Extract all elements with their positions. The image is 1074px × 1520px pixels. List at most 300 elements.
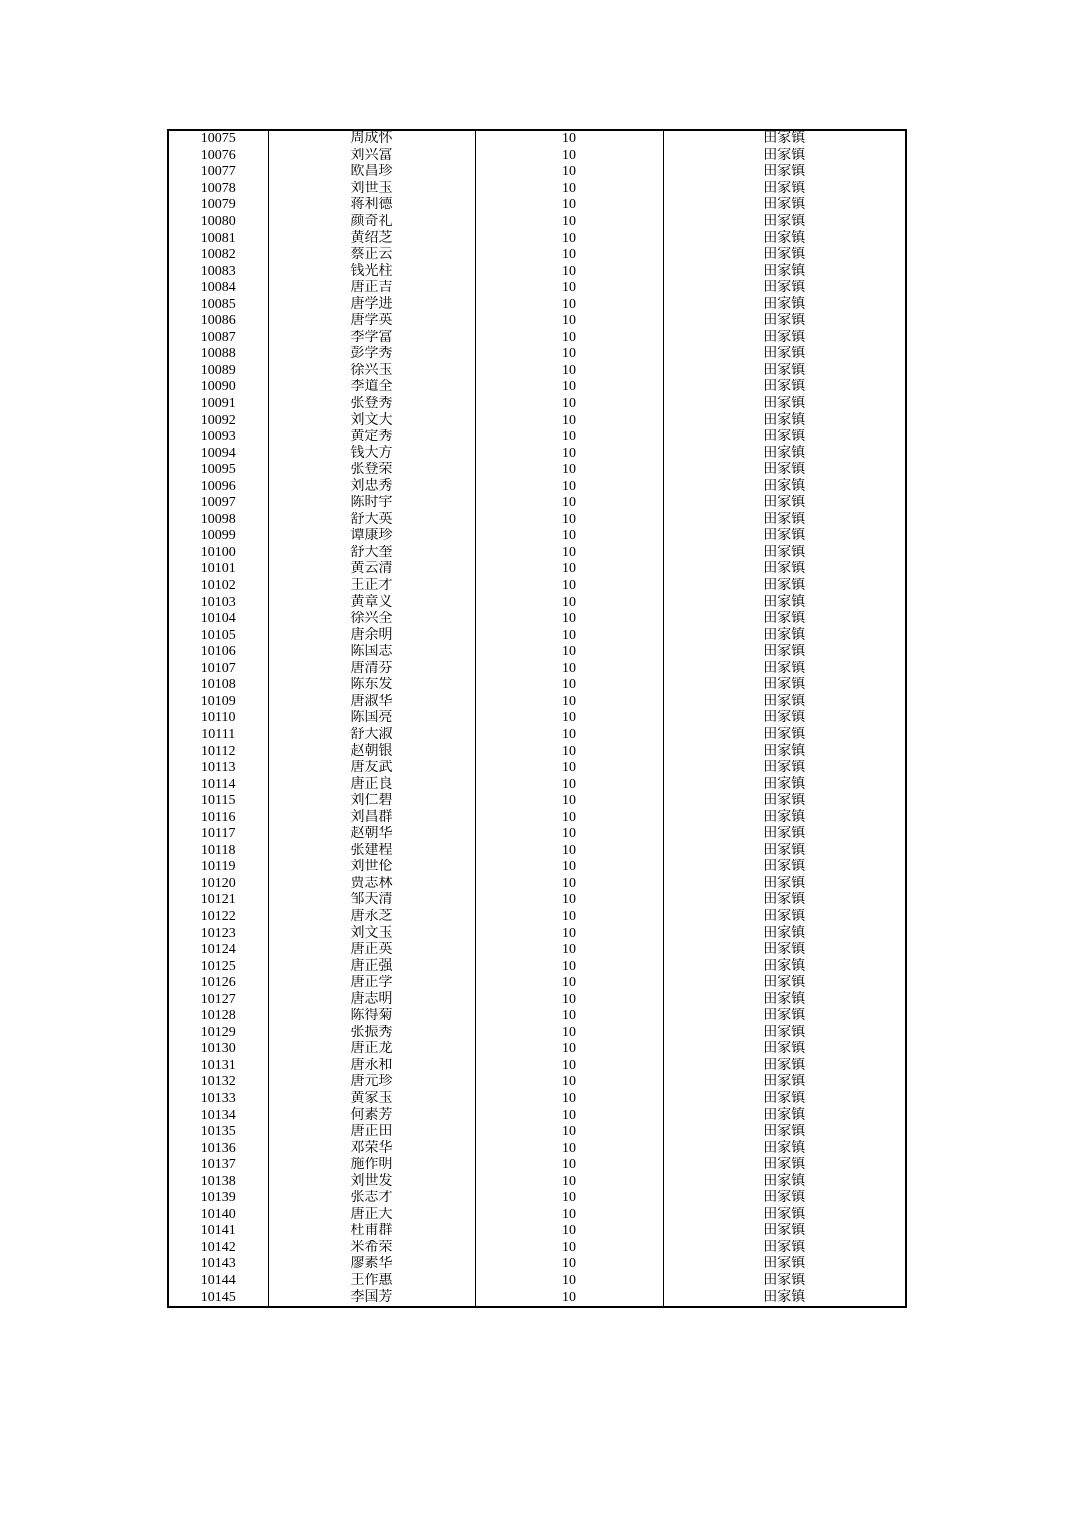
row-town-cell: 田家镇 (663, 148, 906, 165)
row-amount-cell: 10 (475, 644, 663, 661)
table-row (168, 694, 906, 711)
table-row (168, 760, 906, 777)
table-row (168, 214, 906, 231)
row-id-cell: 10109 (168, 694, 268, 711)
table-row (168, 429, 906, 446)
table-row (168, 975, 906, 992)
row-id-cell: 10140 (168, 1207, 268, 1224)
row-amount-cell: 10 (475, 661, 663, 678)
row-amount-cell: 10 (475, 760, 663, 777)
row-name-cell: 舒大奎 (268, 545, 475, 562)
table-row (168, 743, 906, 760)
row-town-cell: 田家镇 (663, 793, 906, 810)
row-id-cell: 10117 (168, 826, 268, 843)
row-town-cell: 田家镇 (663, 379, 906, 396)
row-name-cell: 唐正强 (268, 958, 475, 975)
row-town-cell: 田家镇 (663, 958, 906, 975)
row-town-cell: 田家镇 (663, 677, 906, 694)
row-id-cell: 10107 (168, 661, 268, 678)
row-town-cell: 田家镇 (663, 429, 906, 446)
table-row (168, 495, 906, 512)
row-town-cell: 田家镇 (663, 1157, 906, 1174)
row-town-cell: 田家镇 (663, 611, 906, 628)
row-name-cell: 唐友武 (268, 760, 475, 777)
row-amount-cell: 10 (475, 1091, 663, 1108)
row-name-cell: 蔡正云 (268, 247, 475, 264)
row-id-cell: 10141 (168, 1223, 268, 1240)
row-amount-cell: 10 (475, 1173, 663, 1190)
row-amount-cell: 10 (475, 396, 663, 413)
row-amount-cell: 10 (475, 942, 663, 959)
row-id-cell: 10138 (168, 1173, 268, 1190)
row-name-cell: 刘世玉 (268, 181, 475, 198)
table-row (168, 991, 906, 1008)
row-id-cell: 10085 (168, 296, 268, 313)
row-town-cell: 田家镇 (663, 876, 906, 893)
row-town-cell: 田家镇 (663, 975, 906, 992)
row-name-cell: 唐正田 (268, 1124, 475, 1141)
row-id-cell: 10098 (168, 512, 268, 529)
table-row (168, 710, 906, 727)
row-id-cell: 10113 (168, 760, 268, 777)
row-amount-cell: 10 (475, 1240, 663, 1257)
row-town-cell: 田家镇 (663, 1074, 906, 1091)
table-row (168, 578, 906, 595)
row-id-cell: 10078 (168, 181, 268, 198)
row-id-cell: 10139 (168, 1190, 268, 1207)
row-name-cell: 张建程 (268, 843, 475, 860)
row-town-cell: 田家镇 (663, 462, 906, 479)
row-town-cell: 田家镇 (663, 495, 906, 512)
row-id-cell: 10133 (168, 1091, 268, 1108)
row-id-cell: 10125 (168, 958, 268, 975)
table-row (168, 925, 906, 942)
row-name-cell: 刘忠秀 (268, 478, 475, 495)
table-row (168, 1008, 906, 1025)
row-name-cell: 邹天清 (268, 892, 475, 909)
row-town-cell: 田家镇 (663, 181, 906, 198)
row-town-cell: 田家镇 (663, 1240, 906, 1257)
row-amount-cell: 10 (475, 1124, 663, 1141)
row-town-cell: 田家镇 (663, 280, 906, 297)
row-town-cell: 田家镇 (663, 197, 906, 214)
table-row (168, 1289, 906, 1307)
row-id-cell: 10096 (168, 478, 268, 495)
row-amount-cell: 10 (475, 1289, 663, 1307)
table-row (168, 843, 906, 860)
row-id-cell: 10132 (168, 1074, 268, 1091)
row-town-cell: 田家镇 (663, 627, 906, 644)
row-id-cell: 10081 (168, 230, 268, 247)
row-amount-cell: 10 (475, 263, 663, 280)
table-row (168, 627, 906, 644)
row-town-cell: 田家镇 (663, 545, 906, 562)
row-amount-cell: 10 (475, 346, 663, 363)
row-id-cell: 10144 (168, 1273, 268, 1290)
table-row (168, 1157, 906, 1174)
row-amount-cell: 10 (475, 1058, 663, 1075)
row-amount-cell: 10 (475, 1157, 663, 1174)
row-amount-cell: 10 (475, 478, 663, 495)
row-id-cell: 10129 (168, 1025, 268, 1042)
table-row (168, 1256, 906, 1273)
row-id-cell: 10108 (168, 677, 268, 694)
row-amount-cell: 10 (475, 363, 663, 380)
table-row (168, 594, 906, 611)
row-town-cell: 田家镇 (663, 694, 906, 711)
table-row (168, 1140, 906, 1157)
row-amount-cell: 10 (475, 130, 663, 148)
row-amount-cell: 10 (475, 892, 663, 909)
row-id-cell: 10087 (168, 330, 268, 347)
row-town-cell: 田家镇 (663, 1124, 906, 1141)
row-name-cell: 唐志明 (268, 991, 475, 1008)
row-id-cell: 10110 (168, 710, 268, 727)
row-amount-cell: 10 (475, 578, 663, 595)
row-town-cell: 田家镇 (663, 859, 906, 876)
row-id-cell: 10080 (168, 214, 268, 231)
row-town-cell: 田家镇 (663, 528, 906, 545)
table-row (168, 379, 906, 396)
row-id-cell: 10099 (168, 528, 268, 545)
row-id-cell: 10095 (168, 462, 268, 479)
row-amount-cell: 10 (475, 181, 663, 198)
row-name-cell: 颜奇礼 (268, 214, 475, 231)
row-name-cell: 徐兴玉 (268, 363, 475, 380)
table-row (168, 1173, 906, 1190)
row-id-cell: 10104 (168, 611, 268, 628)
row-name-cell: 彭学秀 (268, 346, 475, 363)
table-row (168, 478, 906, 495)
table-row (168, 677, 906, 694)
row-name-cell: 舒大英 (268, 512, 475, 529)
table-row (168, 1058, 906, 1075)
row-amount-cell: 10 (475, 429, 663, 446)
row-amount-cell: 10 (475, 859, 663, 876)
row-town-cell: 田家镇 (663, 363, 906, 380)
table-row (168, 363, 906, 380)
row-town-cell: 田家镇 (663, 1289, 906, 1307)
row-id-cell: 10092 (168, 412, 268, 429)
table-row (168, 876, 906, 893)
row-amount-cell: 10 (475, 611, 663, 628)
row-town-cell: 田家镇 (663, 1008, 906, 1025)
table-row (168, 793, 906, 810)
row-name-cell: 陈国亮 (268, 710, 475, 727)
row-town-cell: 田家镇 (663, 578, 906, 595)
row-id-cell: 10145 (168, 1289, 268, 1307)
row-town-cell: 田家镇 (663, 594, 906, 611)
row-town-cell: 田家镇 (663, 925, 906, 942)
table-row (168, 445, 906, 462)
roster-table-body (168, 130, 906, 1307)
row-name-cell: 贾志林 (268, 876, 475, 893)
row-town-cell: 田家镇 (663, 346, 906, 363)
row-name-cell: 唐正英 (268, 942, 475, 959)
row-name-cell: 唐正大 (268, 1207, 475, 1224)
row-name-cell: 张振秀 (268, 1025, 475, 1042)
row-town-cell: 田家镇 (663, 727, 906, 744)
row-id-cell: 10116 (168, 809, 268, 826)
row-id-cell: 10142 (168, 1240, 268, 1257)
row-town-cell: 田家镇 (663, 809, 906, 826)
row-id-cell: 10084 (168, 280, 268, 297)
row-id-cell: 10079 (168, 197, 268, 214)
row-name-cell: 陈时宇 (268, 495, 475, 512)
row-name-cell: 张志才 (268, 1190, 475, 1207)
row-amount-cell: 10 (475, 958, 663, 975)
row-name-cell: 刘仁碧 (268, 793, 475, 810)
table-row (168, 280, 906, 297)
row-town-cell: 田家镇 (663, 776, 906, 793)
row-name-cell: 李道全 (268, 379, 475, 396)
row-town-cell: 田家镇 (663, 412, 906, 429)
row-name-cell: 刘兴富 (268, 148, 475, 165)
row-town-cell: 田家镇 (663, 942, 906, 959)
row-id-cell: 10120 (168, 876, 268, 893)
table-row (168, 1240, 906, 1257)
table-row (168, 1124, 906, 1141)
row-amount-cell: 10 (475, 247, 663, 264)
row-town-cell: 田家镇 (663, 1058, 906, 1075)
row-id-cell: 10105 (168, 627, 268, 644)
table-row (168, 130, 906, 148)
row-amount-cell: 10 (475, 528, 663, 545)
table-row (168, 1074, 906, 1091)
row-amount-cell: 10 (475, 677, 663, 694)
row-id-cell: 10100 (168, 545, 268, 562)
row-town-cell: 田家镇 (663, 991, 906, 1008)
table-row (168, 892, 906, 909)
row-id-cell: 10122 (168, 909, 268, 926)
row-amount-cell: 10 (475, 462, 663, 479)
table-row (168, 1091, 906, 1108)
table-row (168, 809, 906, 826)
row-name-cell: 刘文玉 (268, 925, 475, 942)
row-id-cell: 10111 (168, 727, 268, 744)
table-row (168, 1273, 906, 1290)
row-town-cell: 田家镇 (663, 512, 906, 529)
row-name-cell: 李国芳 (268, 1289, 475, 1307)
row-amount-cell: 10 (475, 412, 663, 429)
table-row (168, 776, 906, 793)
row-amount-cell: 10 (475, 909, 663, 926)
row-name-cell: 唐淑华 (268, 694, 475, 711)
table-row (168, 313, 906, 330)
row-name-cell: 施作明 (268, 1157, 475, 1174)
row-name-cell: 唐正吉 (268, 280, 475, 297)
row-id-cell: 10082 (168, 247, 268, 264)
row-id-cell: 10118 (168, 843, 268, 860)
row-amount-cell: 10 (475, 330, 663, 347)
row-amount-cell: 10 (475, 776, 663, 793)
row-name-cell: 杜甫群 (268, 1223, 475, 1240)
table-row (168, 1041, 906, 1058)
row-amount-cell: 10 (475, 197, 663, 214)
row-amount-cell: 10 (475, 743, 663, 760)
row-amount-cell: 10 (475, 1074, 663, 1091)
roster-table (167, 129, 907, 1308)
table-row (168, 296, 906, 313)
row-name-cell: 赵朝银 (268, 743, 475, 760)
row-name-cell: 陈得菊 (268, 1008, 475, 1025)
row-id-cell: 10137 (168, 1157, 268, 1174)
row-id-cell: 10093 (168, 429, 268, 446)
table-row (168, 942, 906, 959)
row-amount-cell: 10 (475, 727, 663, 744)
table-row (168, 545, 906, 562)
table-row (168, 859, 906, 876)
table-row (168, 412, 906, 429)
row-town-cell: 田家镇 (663, 1091, 906, 1108)
row-amount-cell: 10 (475, 694, 663, 711)
row-town-cell: 田家镇 (663, 743, 906, 760)
table-row (168, 1207, 906, 1224)
row-town-cell: 田家镇 (663, 661, 906, 678)
row-name-cell: 李学富 (268, 330, 475, 347)
row-name-cell: 黄章义 (268, 594, 475, 611)
row-town-cell: 田家镇 (663, 892, 906, 909)
row-town-cell: 田家镇 (663, 445, 906, 462)
table-row (168, 644, 906, 661)
row-amount-cell: 10 (475, 710, 663, 727)
table-row (168, 528, 906, 545)
table-row (168, 247, 906, 264)
table-row (168, 181, 906, 198)
table-row (168, 1190, 906, 1207)
row-name-cell: 刘世发 (268, 1173, 475, 1190)
row-id-cell: 10097 (168, 495, 268, 512)
row-town-cell: 田家镇 (663, 644, 906, 661)
row-town-cell: 田家镇 (663, 164, 906, 181)
table-row (168, 330, 906, 347)
row-name-cell: 陈国志 (268, 644, 475, 661)
row-name-cell: 黄云清 (268, 561, 475, 578)
table-row (168, 611, 906, 628)
row-name-cell: 何素芳 (268, 1107, 475, 1124)
row-id-cell: 10102 (168, 578, 268, 595)
row-amount-cell: 10 (475, 1190, 663, 1207)
row-town-cell: 田家镇 (663, 130, 906, 148)
row-town-cell: 田家镇 (663, 313, 906, 330)
row-town-cell: 田家镇 (663, 247, 906, 264)
row-id-cell: 10130 (168, 1041, 268, 1058)
row-amount-cell: 10 (475, 445, 663, 462)
row-id-cell: 10143 (168, 1256, 268, 1273)
row-town-cell: 田家镇 (663, 1190, 906, 1207)
row-town-cell: 田家镇 (663, 1173, 906, 1190)
row-amount-cell: 10 (475, 561, 663, 578)
row-id-cell: 10088 (168, 346, 268, 363)
row-amount-cell: 10 (475, 495, 663, 512)
row-amount-cell: 10 (475, 1107, 663, 1124)
table-row (168, 230, 906, 247)
table-row (168, 1107, 906, 1124)
row-town-cell: 田家镇 (663, 296, 906, 313)
row-town-cell: 田家镇 (663, 214, 906, 231)
table-row (168, 396, 906, 413)
row-name-cell: 王正才 (268, 578, 475, 595)
row-id-cell: 10091 (168, 396, 268, 413)
table-row (168, 958, 906, 975)
row-id-cell: 10101 (168, 561, 268, 578)
row-amount-cell: 10 (475, 991, 663, 1008)
row-amount-cell: 10 (475, 809, 663, 826)
table-row (168, 1223, 906, 1240)
row-name-cell: 张登荣 (268, 462, 475, 479)
row-name-cell: 陈东发 (268, 677, 475, 694)
row-id-cell: 10094 (168, 445, 268, 462)
row-id-cell: 10083 (168, 263, 268, 280)
row-amount-cell: 10 (475, 1273, 663, 1290)
row-name-cell: 唐学英 (268, 313, 475, 330)
row-amount-cell: 10 (475, 627, 663, 644)
row-name-cell: 黄定秀 (268, 429, 475, 446)
row-id-cell: 10128 (168, 1008, 268, 1025)
row-town-cell: 田家镇 (663, 710, 906, 727)
row-amount-cell: 10 (475, 594, 663, 611)
row-town-cell: 田家镇 (663, 1273, 906, 1290)
table-row (168, 462, 906, 479)
row-id-cell: 10089 (168, 363, 268, 380)
row-id-cell: 10103 (168, 594, 268, 611)
row-town-cell: 田家镇 (663, 1207, 906, 1224)
row-name-cell: 唐正良 (268, 776, 475, 793)
row-amount-cell: 10 (475, 975, 663, 992)
row-amount-cell: 10 (475, 512, 663, 529)
table-row (168, 909, 906, 926)
row-amount-cell: 10 (475, 793, 663, 810)
row-amount-cell: 10 (475, 164, 663, 181)
row-name-cell: 黄绍芝 (268, 230, 475, 247)
row-name-cell: 刘文大 (268, 412, 475, 429)
row-town-cell: 田家镇 (663, 478, 906, 495)
row-amount-cell: 10 (475, 280, 663, 297)
table-row (168, 197, 906, 214)
row-name-cell: 张登秀 (268, 396, 475, 413)
table-row (168, 826, 906, 843)
row-name-cell: 廖素华 (268, 1256, 475, 1273)
row-name-cell: 刘世伦 (268, 859, 475, 876)
row-amount-cell: 10 (475, 379, 663, 396)
row-name-cell: 唐元珍 (268, 1074, 475, 1091)
row-name-cell: 王作惠 (268, 1273, 475, 1290)
row-id-cell: 10077 (168, 164, 268, 181)
row-id-cell: 10134 (168, 1107, 268, 1124)
row-amount-cell: 10 (475, 826, 663, 843)
row-amount-cell: 10 (475, 1140, 663, 1157)
row-name-cell: 唐正龙 (268, 1041, 475, 1058)
row-amount-cell: 10 (475, 1041, 663, 1058)
row-id-cell: 10086 (168, 313, 268, 330)
row-name-cell: 米希荣 (268, 1240, 475, 1257)
row-town-cell: 田家镇 (663, 396, 906, 413)
row-name-cell: 唐永和 (268, 1058, 475, 1075)
row-id-cell: 10075 (168, 130, 268, 148)
row-id-cell: 10126 (168, 975, 268, 992)
row-town-cell: 田家镇 (663, 1140, 906, 1157)
row-name-cell: 唐清芬 (268, 661, 475, 678)
row-name-cell: 唐学进 (268, 296, 475, 313)
table-row (168, 148, 906, 165)
row-id-cell: 10135 (168, 1124, 268, 1141)
row-town-cell: 田家镇 (663, 909, 906, 926)
row-id-cell: 10119 (168, 859, 268, 876)
row-id-cell: 10076 (168, 148, 268, 165)
row-town-cell: 田家镇 (663, 1256, 906, 1273)
row-name-cell: 周成怀 (268, 130, 475, 148)
row-id-cell: 10123 (168, 925, 268, 942)
